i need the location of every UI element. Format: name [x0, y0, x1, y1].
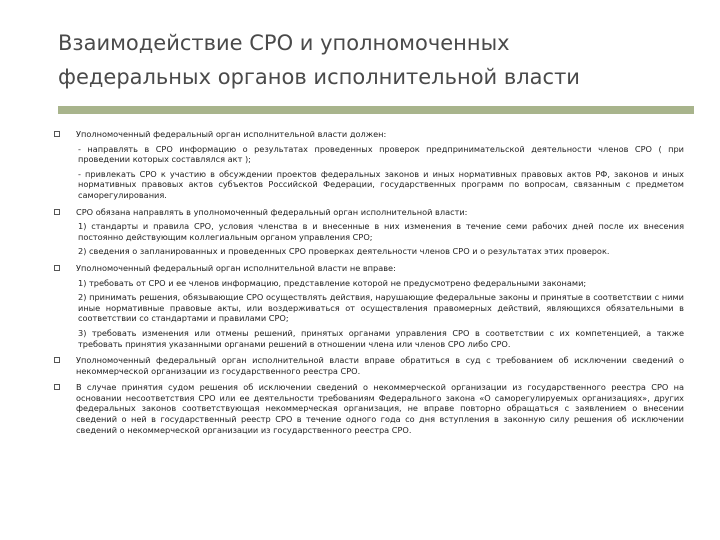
bullet-text: В случае принятия судом решения об исключении сведений о некоммерческой организации из государственного реестра СРО на основании несоответствия СРО или ее деятельности требованиям Федерального закона «О саморегулируемых организациях», других федеральных законов соответствующая некоммерческая организация, не вправе повторно обращаться с заявлением о внесении сведений о ней в государственный реестр СРО в течение одного года со дня вступления в законную силу решения об исключении сведений о некоммерческой организации из государственного реестра СРО.: [76, 382, 684, 435]
bullet-text: Уполномоченный федеральный орган исполнительной власти не вправе:: [76, 262, 396, 273]
slide-body: [54, 126, 684, 435]
bullet-item-1: [54, 129, 684, 140]
bullet-text: СРО обязана направлять в уполномоченный федеральный орган исполнительной власти:: [76, 206, 468, 217]
sub-paragraph: - направлять в СРО информацию о результатах проведенных проверок предпринимательской деятельности членов СРО ( при проведении которых составлялся акт );: [78, 143, 684, 165]
square-bullet-icon: [54, 357, 60, 363]
sub-paragraph: 2) сведения о запланированных и проведенных СРО проверках деятельности членов СРО и о результатах этих проверок.: [78, 246, 610, 257]
bullet-item-5: [54, 382, 684, 435]
square-bullet-icon: [54, 131, 60, 137]
sub-paragraph: 1) стандарты и правила СРО, условия членства в и внесенные в них изменения в течение семи рабочих дней после их внесения постоянно действующим коллегиальным органом управления СРО;: [78, 221, 684, 242]
slide-title: [58, 26, 698, 94]
sub-paragraph: 1) требовать от СРО и ее членов информацию, представление которой не предусмотрено федеральными законами;: [78, 277, 587, 288]
slide-title-line-1: Взаимодействие СРО и уполномоченных: [58, 31, 510, 55]
square-bullet-icon: [54, 384, 60, 390]
title-divider-bar: [58, 106, 694, 114]
square-bullet-icon: [54, 265, 60, 271]
bullet-item-3: [54, 263, 684, 274]
square-bullet-icon: [54, 209, 60, 215]
bullet-text: Уполномоченный федеральный орган исполнительной власти вправе обратиться в суд с требованием об исключении сведений о некоммерческой организации из государственного реестра СРО.: [76, 355, 684, 376]
bullet-item-4: [54, 355, 684, 376]
sub-paragraph: 3) требовать изменения или отмены решений, принятых органами управления СРО в соответствии с их компетенцией, а также требовать принятия указанными органами решений в отношении члена или членов СРО либо СРО.: [78, 327, 684, 349]
bullet-item-2: [54, 207, 684, 218]
bullet-text: Уполномоченный федеральный орган исполнительной власти должен:: [76, 129, 387, 139]
sub-paragraph: - привлекать СРО к участию в обсуждении проектов федеральных законов и иных нормативных правовых актов РФ, законов и иных нормативных правовых актов субъектов Российской Федерации, государственных программ по вопросам, связанным с предметом саморегулирования.: [78, 168, 684, 200]
sub-paragraph: 2) принимать решения, обязывающие СРО осуществлять действия, нарушающие федеральные законы и принятые в соответствии с ними иные нормативные правовые акты, или воздерживаться от осуществления правомерных действий, являющихся обязательными в соответствии со стандартами и правилами СРО;: [78, 292, 684, 324]
slide-title-line-2: федеральных органов исполнительной власти: [58, 65, 580, 89]
